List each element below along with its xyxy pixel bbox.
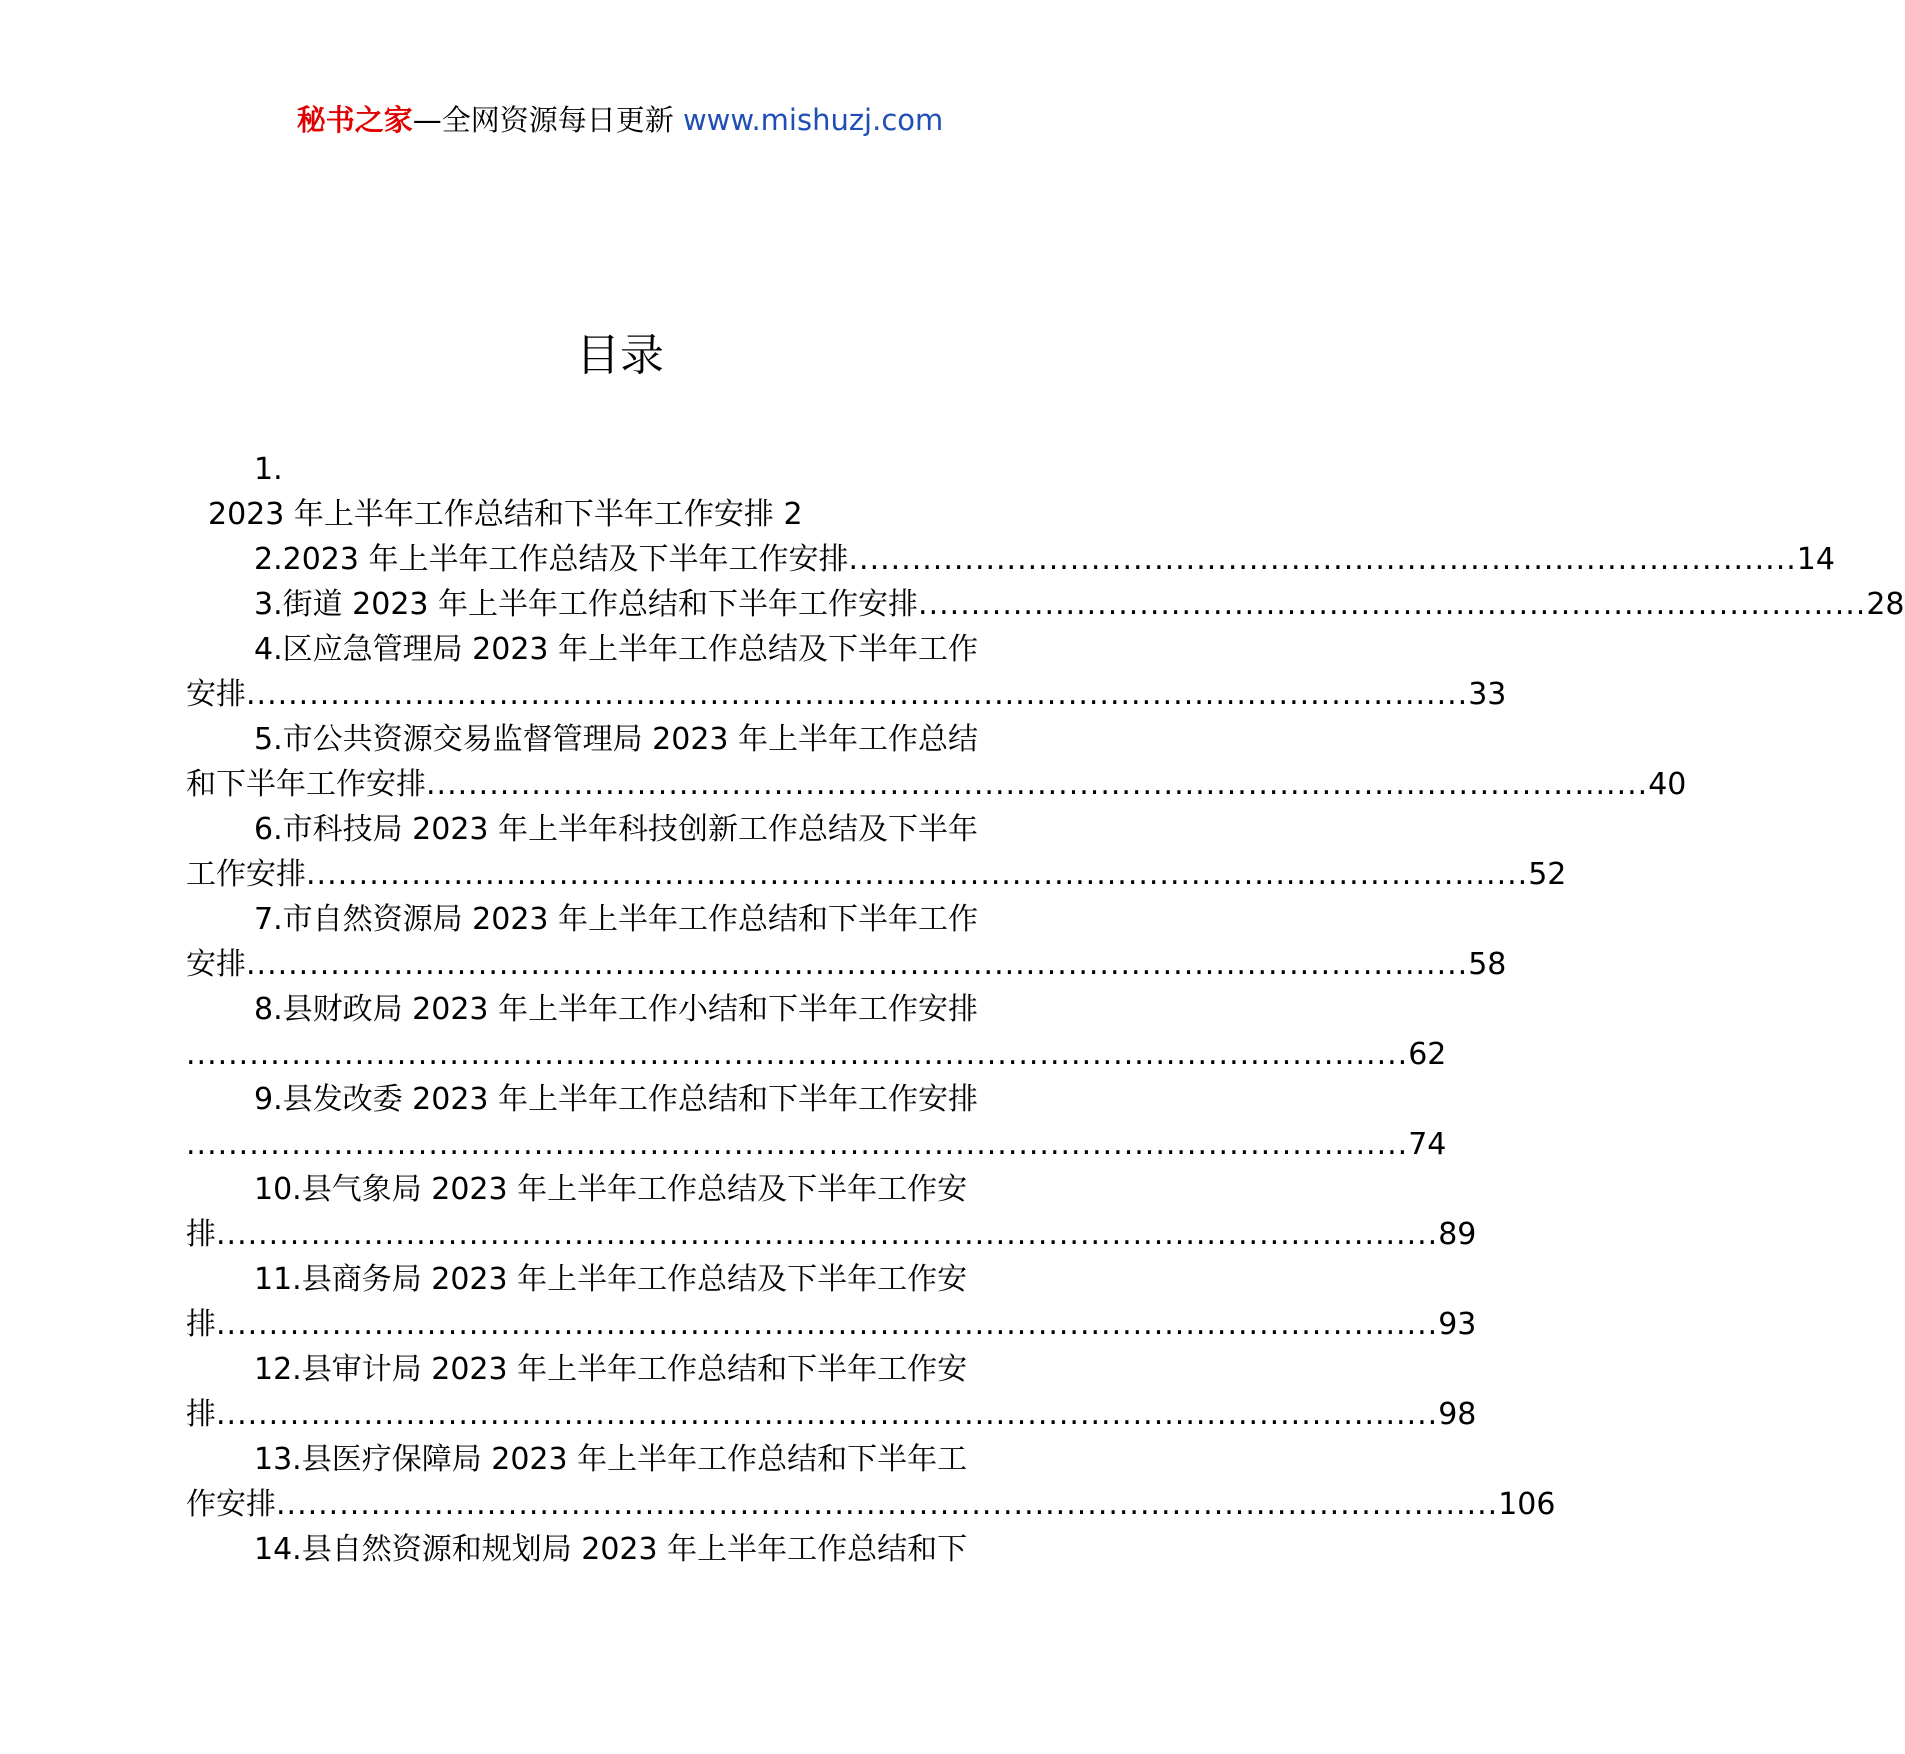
dot-leader: ....................................................................................................................: [426, 767, 1649, 802]
toc-entry-title: 10.县气象局 2023 年上半年工作总结及下半年工作安: [254, 1172, 968, 1207]
toc-entry-9-line2[interactable]: [186, 1122, 1447, 1167]
toc-entry-page: 58: [1468, 947, 1507, 982]
dot-leader: ..........................................................................................: [848, 542, 1797, 577]
toc-entry-title: 3.街道 2023 年上半年工作总结和下半年工作安排: [254, 587, 919, 622]
toc-entry-6-line1[interactable]: [186, 807, 1050, 852]
toc-entry-12-line2[interactable]: [186, 1392, 1477, 1437]
toc-entry-11-line1[interactable]: [186, 1257, 1050, 1302]
toc-entry-title-cont: 排: [186, 1217, 216, 1252]
toc-entry-page: 52: [1528, 857, 1567, 892]
toc-entry-title-cont: 和下半年工作安排: [186, 767, 426, 802]
toc-entry-title: 9.县发改委 2023 年上半年工作总结和下半年工作安排: [254, 1082, 979, 1117]
toc-entry-title-cont: 作安排: [186, 1487, 276, 1522]
toc-entry-10-line1[interactable]: [186, 1167, 1050, 1212]
toc-entry-title-cont: 安排: [186, 677, 246, 712]
toc-entry-1-title[interactable]: [186, 492, 1050, 537]
toc-title: 目录: [576, 330, 664, 381]
dot-leader: ....................................................................................................................: [186, 1127, 1409, 1162]
toc-entry-3[interactable]: [186, 582, 1905, 627]
toc-entry-page: 62: [1408, 1037, 1447, 1072]
toc-entry-10-line2[interactable]: [186, 1212, 1477, 1257]
toc-entry-title: 12.县审计局 2023 年上半年工作总结和下半年工作安: [254, 1352, 968, 1387]
toc-entry-4-line1[interactable]: [186, 627, 1050, 672]
toc-entry-13-line1[interactable]: [186, 1437, 1050, 1482]
toc-entry-8-line2[interactable]: [186, 1032, 1447, 1077]
toc-entry-title: 5.市公共资源交易监督管理局 2023 年上半年工作总结: [254, 722, 979, 757]
toc-entry-page: 74: [1408, 1127, 1447, 1162]
toc-entry-11-line2[interactable]: [186, 1302, 1477, 1347]
toc-entry-6-line2[interactable]: [186, 852, 1567, 897]
brand-name: 秘书之家: [296, 103, 413, 137]
toc-entry-12-line1[interactable]: [186, 1347, 1050, 1392]
dot-leader: ....................................................................................................................: [276, 1487, 1499, 1522]
toc-entry-8-line1[interactable]: [186, 987, 1050, 1032]
toc-entry-title: 8.县财政局 2023 年上半年工作小结和下半年工作安排: [254, 992, 979, 1027]
dot-leader: ..........................................................................................: [918, 587, 1867, 622]
toc-entry-number: 1.: [254, 452, 283, 487]
toc-entry-13-line2[interactable]: [186, 1482, 1556, 1527]
toc-entry-title-cont: 安排: [186, 947, 246, 982]
toc-entry-title: 2023 年上半年工作总结和下半年工作安排: [208, 497, 774, 532]
toc-entry-title: 4.区应急管理局 2023 年上半年工作总结及下半年工作: [254, 632, 979, 667]
toc-entry-7-line1[interactable]: [186, 897, 1050, 942]
toc-entry-title-cont: 排: [186, 1397, 216, 1432]
toc-entry-title: 13.县医疗保障局 2023 年上半年工作总结和下半年工: [254, 1442, 968, 1477]
toc-entry-title: 6.市科技局 2023 年上半年科技创新工作总结及下半年: [254, 812, 979, 847]
toc-entry-5-line2[interactable]: [186, 762, 1687, 807]
toc-entry-page: 2: [783, 497, 803, 532]
dot-leader: ....................................................................................................................: [216, 1307, 1439, 1342]
toc-entry-page: 89: [1438, 1217, 1477, 1252]
site-header: [0, 100, 1240, 140]
dot-leader: ....................................................................................................................: [216, 1397, 1439, 1432]
toc-entry-title-cont: 排: [186, 1307, 216, 1342]
toc-entry-2[interactable]: [186, 537, 1835, 582]
dot-leader: ....................................................................................................................: [246, 947, 1469, 982]
toc-entry-page: 33: [1468, 677, 1507, 712]
toc-entry-14-line1[interactable]: [186, 1527, 1050, 1572]
toc-entry-page: 28: [1866, 587, 1905, 622]
toc-entry-1-number[interactable]: [186, 447, 1050, 492]
toc-entry-title: 11.县商务局 2023 年上半年工作总结及下半年工作安: [254, 1262, 968, 1297]
table-of-contents: [186, 447, 1905, 1572]
toc-entry-title: 2.2023 年上半年工作总结及下半年工作安排: [254, 542, 849, 577]
toc-entry-7-line2[interactable]: [186, 942, 1507, 987]
toc-entry-page: 14: [1796, 542, 1835, 577]
dot-leader: ....................................................................................................................: [306, 857, 1529, 892]
toc-entry-5-line1[interactable]: [186, 717, 1050, 762]
toc-entry-page: 40: [1648, 767, 1687, 802]
site-url-link[interactable]: www.mishuzj.com: [682, 103, 944, 137]
toc-entry-title: 14.县自然资源和规划局 2023 年上半年工作总结和下: [254, 1532, 968, 1567]
toc-entry-page: 106: [1498, 1487, 1556, 1522]
toc-entry-page: 93: [1438, 1307, 1477, 1342]
toc-entry-title: 7.市自然资源局 2023 年上半年工作总结和下半年工作: [254, 902, 979, 937]
dot-leader: ....................................................................................................................: [216, 1217, 1439, 1252]
dot-leader: ....................................................................................................................: [186, 1037, 1409, 1072]
header-tagline: —全网资源每日更新: [412, 103, 683, 137]
toc-entry-9-line1[interactable]: [186, 1077, 1050, 1122]
toc-entry-4-line2[interactable]: [186, 672, 1507, 717]
dot-leader: ....................................................................................................................: [246, 677, 1469, 712]
toc-entry-title-cont: 工作安排: [186, 857, 306, 892]
toc-entry-page: 98: [1438, 1397, 1477, 1432]
